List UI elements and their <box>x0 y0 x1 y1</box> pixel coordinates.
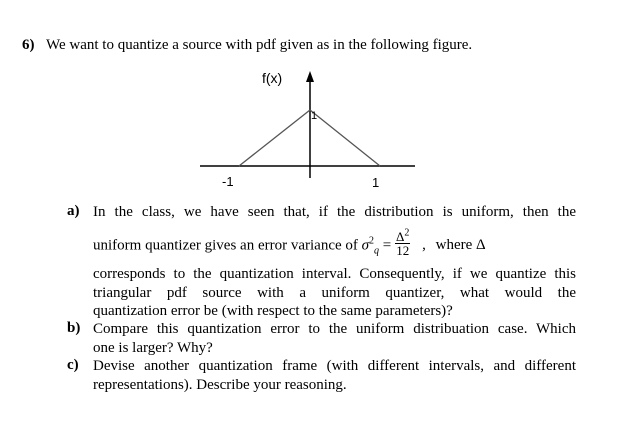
part-a-line-3: corresponds to the quantization interval. Consequently, if we quantize this <box>93 266 576 282</box>
y-axis-arrow-icon <box>306 71 314 82</box>
fraction-denominator: 12 <box>396 243 410 258</box>
equals-sign: = <box>382 237 392 254</box>
part-c-line-1: Devise another quantization frame (with different intervals, and different <box>93 358 576 374</box>
question-text: We want to quantize a source with pdf given as in the following figure. <box>46 37 473 53</box>
part-a-line-5: quantization error be (with respect to the same parameters)? <box>93 303 453 319</box>
delta-symbol: Δ <box>396 229 405 244</box>
part-b-label: b) <box>67 320 81 336</box>
part-b-line-2: one is larger? Why? <box>93 340 213 356</box>
delta-fraction <box>395 227 410 258</box>
part-a-label: a) <box>67 203 80 219</box>
pdf-right-edge <box>310 110 380 166</box>
sigma-sub: q <box>374 245 380 257</box>
peak-label: 1 <box>311 110 318 122</box>
part-a-line-2-after: where Δ <box>435 237 486 254</box>
fraction-numerator <box>395 227 410 244</box>
x-left-label: -1 <box>222 174 234 189</box>
part-a-line-2 <box>93 227 576 260</box>
part-a-line-1: In the class, we have seen that, if the distribution is uniform, then the <box>93 204 576 220</box>
part-a-line-2-before: uniform quantizer gives an error variance of <box>93 237 358 254</box>
y-axis-label: f(x) <box>262 70 283 86</box>
sigma-sup: 2 <box>369 235 375 247</box>
part-c-line-2: representations). Describe your reasoning. <box>93 377 347 393</box>
x-right-label: 1 <box>372 175 380 190</box>
comma: , <box>422 237 426 254</box>
delta-sup: 2 <box>404 227 410 239</box>
pdf-left-edge <box>239 110 310 166</box>
question-number: 6) <box>22 37 35 53</box>
part-c-label: c) <box>67 357 79 373</box>
part-a-line-4: triangular pdf source with a uniform quantizer, what would the <box>93 285 576 301</box>
part-b-line-1: Compare this quantization error to the uniform distribuation case. Which <box>93 321 576 337</box>
sigma-symbol: σ <box>361 237 370 254</box>
